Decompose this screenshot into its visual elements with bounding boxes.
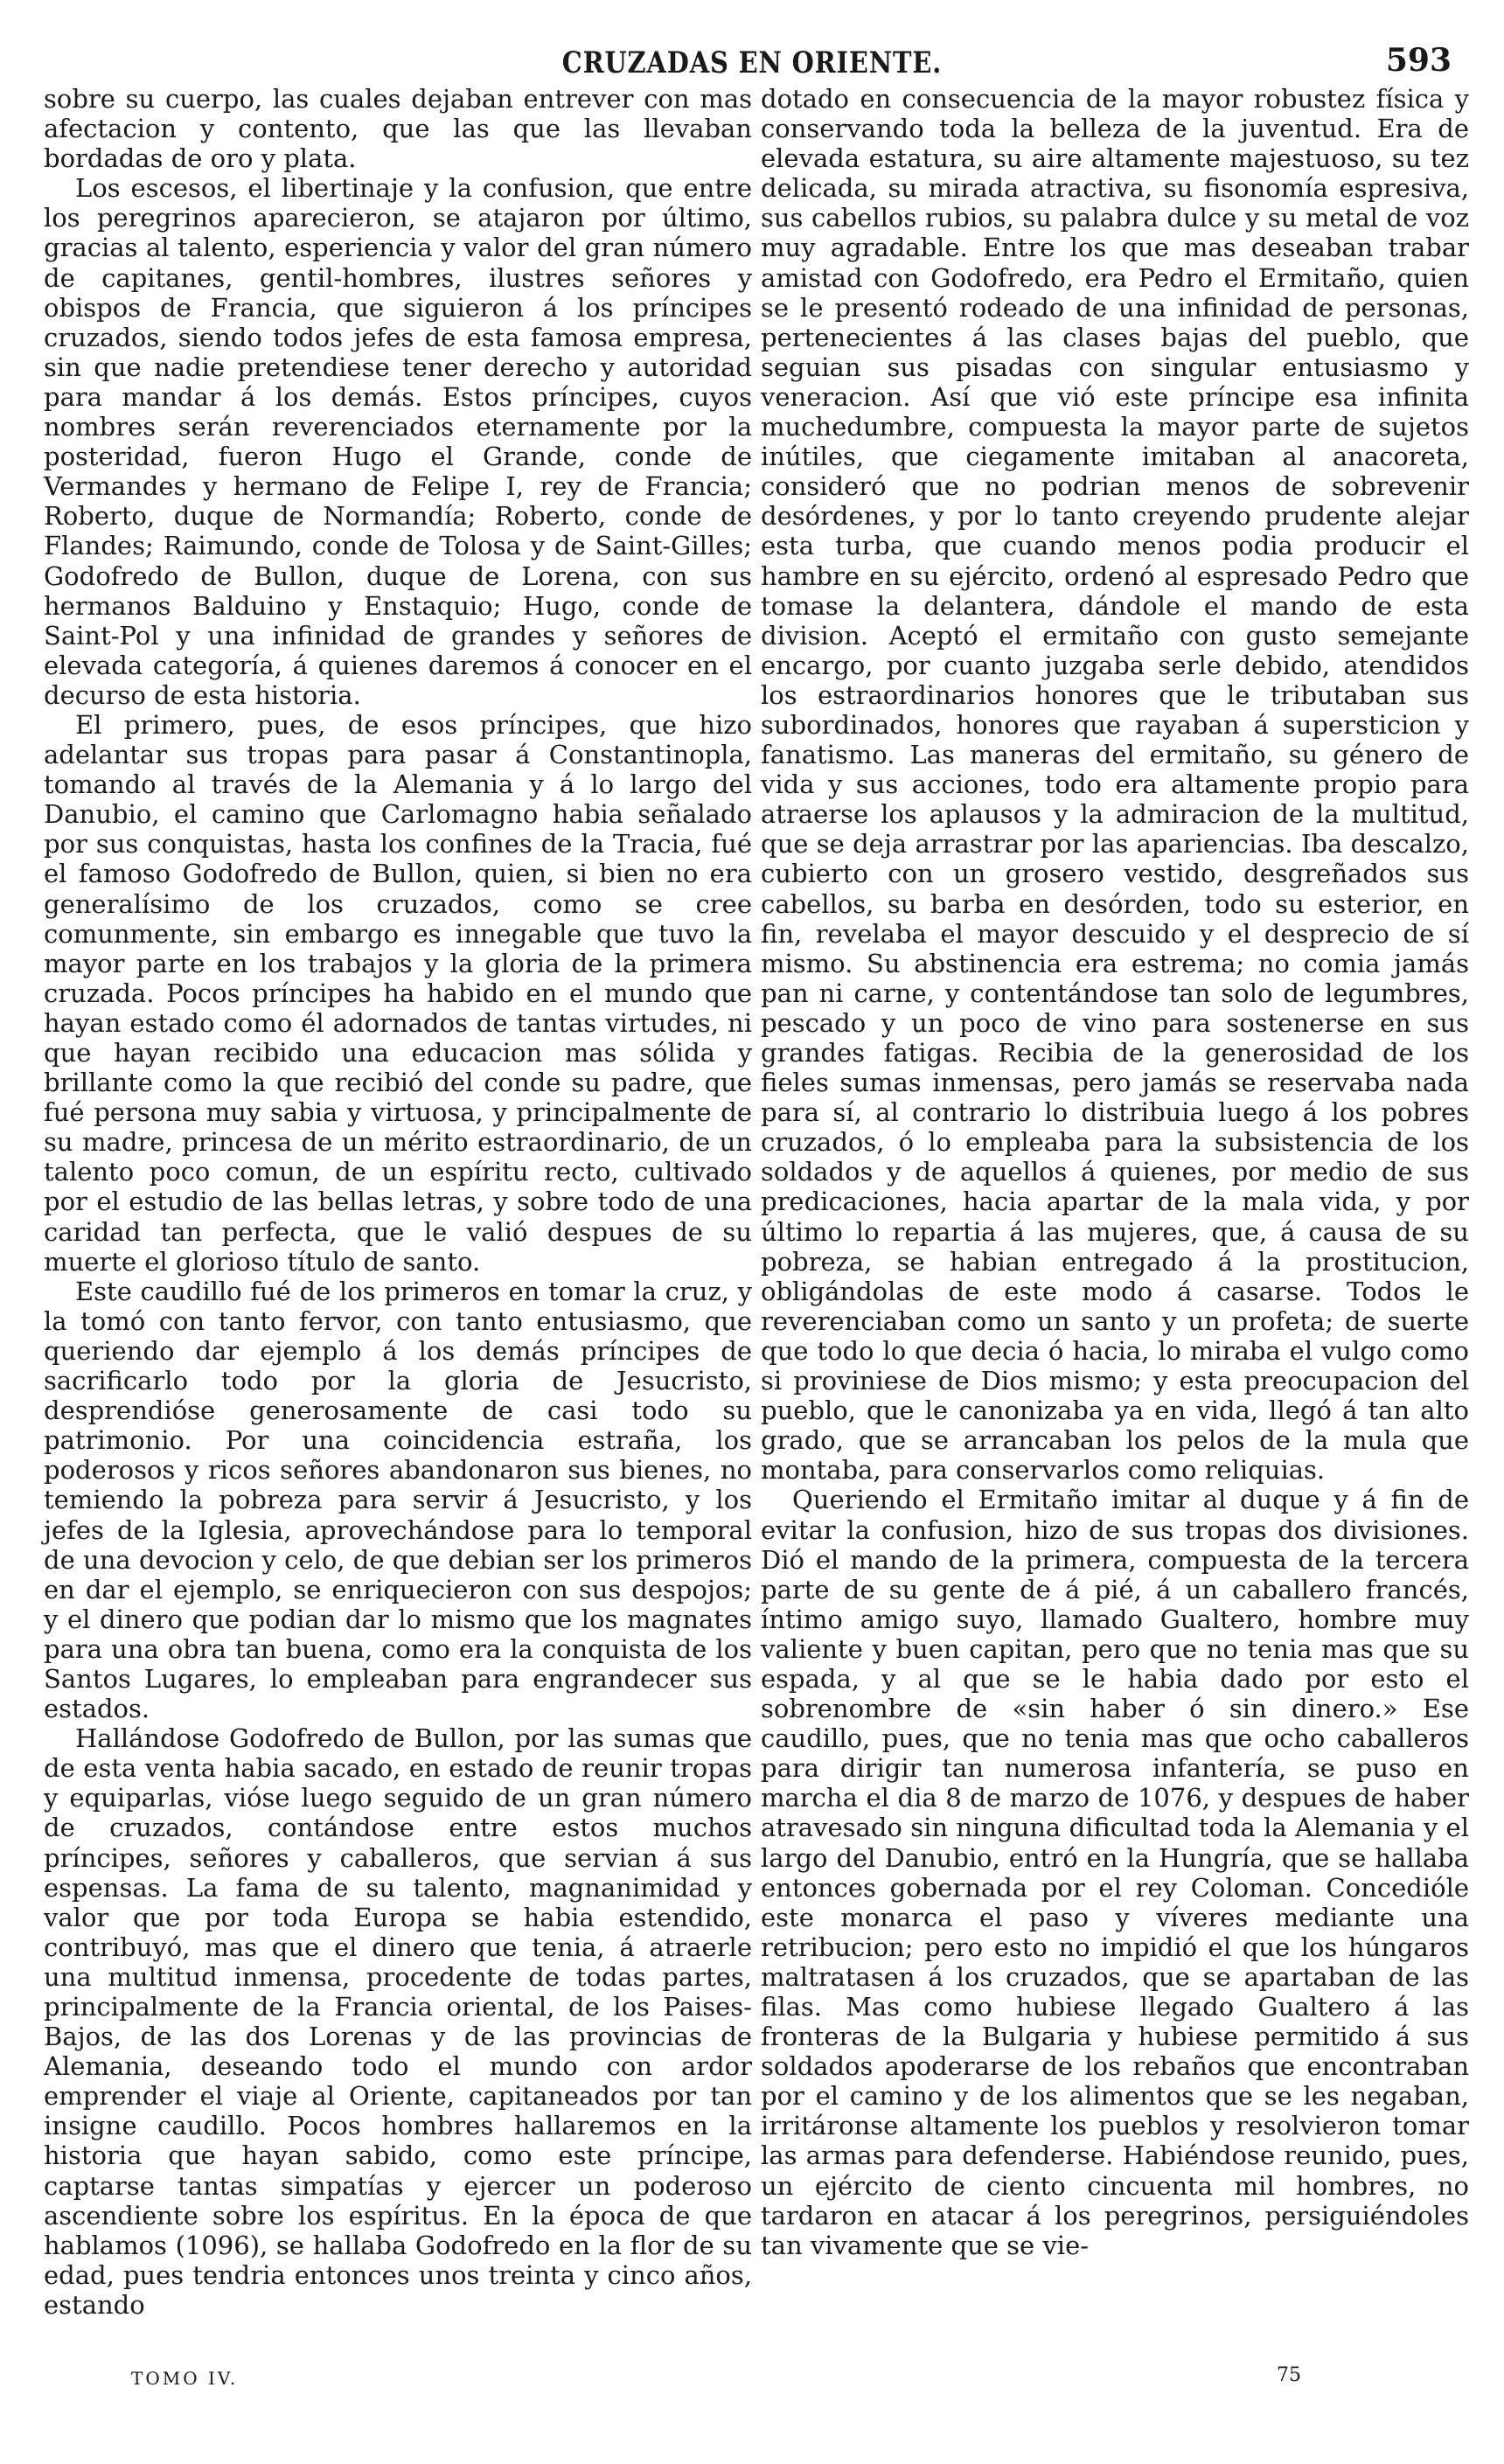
paragraph: Queriendo el Ermitaño imitar al duque y á fin de evitar la confusion, hizo de sus tropas dos divisiones. Dió el mando de la primera, compuesta de la tercera parte de su gente de á pié, á un caballero francés, íntimo amigo suyo, llamado Gualtero, hombre muy valiente y buen capitan, pero que no tenia mas que su espada, y al que se le habia dado por esto el sobrenombre de «sin haber ó sin dinero.» Ese caudillo, pues, que no tenia mas que ocho caballeros para dirigir tan numerosa infantería, se puso en marcha el dia 8 de marzo de 1076, y despues de haber atravesado sin ninguna dificultad toda la Alemania y el largo del Danubio, entró en la Hungría, que se hallaba entonces gobernada por el rey Coloman. Concedióle este monarca el paso y víveres mediante una retribucion; pero esto no impidió el que los húngaros maltratasen á los cruzados, que se apartaban de las filas. Mas como hubiese llegado Gualtero á las fronteras de la Bulgaria y hubiese permitido á sus soldados apoderarse de los rebaños que encontraban por el camino y de los alimentos que se les negaban, irritáronse altamente los pueblos y resolvieron tomar las armas para defenderse. Habiéndose reunido, pues, un ejército de ciento cincuenta mil hombres, no tardaron en atacar á los peregrinos, persiguiéndoles tan vivamente que se vie- (761, 1485, 1469, 2260)
signature-mark: 75 (1277, 2364, 1301, 2386)
paragraph: Los escesos, el libertinaje y la confusion, que entre los peregrinos aparecieron, se atajaron por último, gracias al talento, esperiencia y valor del gran número de capitanes, gentil-hombres, ilustres señores y obispos de Francia, que siguieron á los príncipes cruzados, siendo todos jefes de esta famosa empresa, sin que nadie pretendiese tener derecho y autoridad para mandar á los demás. Estos príncipes, cuyos nombres serán reverenciados eternamente por la posteridad, fueron Hugo el Grande, conde de Vermandes y hermano de Felipe I, rey de Francia; Roberto, duque de Normandía; Roberto, conde de Flandes; Raimundo, conde de Tolosa y de Saint-Gilles; Godofredo de Bullon, duque de Lorena, con sus hermanos Balduino y Enstaquio; Hugo, conde de Saint-Pol y una infinidad de grandes y señores de elevada categoría, á quienes daremos á conocer en el decurso de esta historia. (44, 173, 752, 710)
running-header-title: CRUZADAS EN ORIENTE. (561, 45, 943, 80)
paragraph: Hallándose Godofredo de Bullon, por las sumas que de esta venta habia sacado, en estado de reunir tropas y equiparlas, vióse luego seguido de un gran número de cruzados, contándose entre estos muchos príncipes, señores y caballeros, que servian á sus espensas. La fama de su talento, magnanimidad y valor que por toda Europa se habia estendido, contribuyó, mas que el dinero que tenia, á atraerle una multitud inmensa, procedente de todas partes, principalmente de la Francia oriental, de los Paises-Bajos, de las dos Lorenas y de las provincias de Alemania, deseando todo el mundo con ardor emprender el viaje al Oriente, capitaneados por tan insigne caudillo. Pocos hombres hallaremos en la historia que hayan sabido, como este príncipe, captarse tantas simpatías y ejercer un poderoso ascendiente sobre los espíritus. En la época de que hablamos (1096), se hallaba Godofredo en la flor de su edad, pues tendria entonces unos treinta y cinco años, estando (44, 1723, 752, 2320)
paragraph: El primero, pues, de esos príncipes, que hizo adelantar sus tropas para pasar á Constantinopla, tomando al través de la Alemania y á lo largo del Danubio, el camino que Carlomagno habia señalado por sus conquistas, hasta los confines de la Tracia, fué el famoso Godofredo de Bullon, quien, si bien no era generalísimo de los cruzados, como se cree comunmente, sin embargo es innegable que tuvo la mayor parte en los trabajos y la gloria de la primera cruzada. Pocos príncipes ha habido en el mundo que hayan estado como él adornados de tantas virtudes, ni que hayan recibido una educacion mas sólida y brillante como la que recibió del conde su padre, que fué persona muy sabia y virtuosa, y principalmente de su madre, princesa de un mérito estraordinario, de un talento poco comun, de un espíritu recto, cultivado por el estudio de las bellas letras, y sobre todo de una caridad tan perfecta, que le valió despues de su muerte el glorioso título de santo. (44, 709, 752, 1277)
right-column (761, 84, 1469, 2260)
page-number: 593 (1385, 42, 1452, 79)
paragraph: dotado en consecuencia de la mayor robustez física y conservando toda la belleza de la juventud. Era de elevada estatura, su aire altamente majestuoso, su tez delicada, su mirada atractiva, su fisonomía espresiva, sus cabellos rubios, su palabra dulce y su metal de voz muy agradable. Entre los que mas deseaban trabar amistad con Godofredo, era Pedro el Ermitaño, quien se le presentó rodeado de una infinidad de personas, pertenecientes á las clases bajas del pueblo, que seguian sus pisadas con singular entusiasmo y veneracion. Así que vió este príncipe esa infinita muchedumbre, compuesta la mayor parte de sujetos inútiles, que ciegamente imitaban al anacoreta, consideró que no podrian menos de sobrevenir desórdenes, y por lo tanto creyendo prudente alejar esta turba, que cuando menos podia producir el hambre en su ejército, ordenó al espresado Pedro que tomase la delantera, dándole el mando de esta division. Aceptó el ermitaño con gusto semejante encargo, por cuanto juzgaba serle debido, atendidos los estraordinarios honores que le tributaban sus subordinados, honores que rayaban á supersticion y fanatismo. Las maneras del ermitaño, su género de vida y sus acciones, todo era altamente propio para atraerse los aplausos y la admiracion de la multitud, que se deja arrastrar por las apariencias. Iba descalzo, cubierto con un grosero vestido, desgreñados sus cabellos, su barba en desórden, todo su esterior, en fin, revelaba el mayor descuido y el desprecio de sí mismo. Su abstinencia era estrema; no comia jamás pan ni carne, y contentándose tan solo de legumbres, pescado y un poco de vino para sostenerse en sus grandes fatigas. Recibia de la generosidad de los fieles sumas inmensas, pero jamás se reservaba nada para sí, al contrario lo distribuia luego á los pobres cruzados, ó lo empleaba para la subsistencia de los soldados y de aquellos á quienes, por medio de sus predicaciones, hacia apartar de la mala vida, y por último lo repartia á las mujeres, que, á causa de su pobreza, se habian entregado á la prostitucion, obligándolas de este modo á casarse. Todos le reverenciaban como un santo y un profeta; de suerte que todo lo que decia ó hacia, lo miraba el vulgo como si proviniese de Dios mismo; y esta preocupacion del pueblo, que le canonizaba ya en vida, llegó á tan alto grado, que se arrancaban los pelos de la mula que montaba, para conservarlos como reliquias. (761, 84, 1469, 1486)
paragraph: sobre su cuerpo, las cuales dejaban entrever con mas afectacion y contento, que las que las llevaban bordadas de oro y plata. (44, 84, 752, 174)
volume-label: TOMO IV. (131, 2368, 239, 2389)
paragraph: Este caudillo fué de los primeros en tomar la cruz, y la tomó con tanto fervor, con tanto entusiasmo, que queriendo dar ejemplo á los demás príncipes de sacrificarlo todo por la gloria de Jesucristo, desprendióse generosamente de casi todo su patrimonio. Por una coincidencia estraña, los poderosos y ricos señores abandonaron sus bienes, no temiendo la pobreza para servir á Jesucristo, y los jefes de la Iglesia, aprovechándose para lo temporal de una devocion y celo, de que debian ser los primeros en dar el ejemplo, se enriquecieron con sus despojos; y el dinero que podian dar lo mismo que los magnates para una obra tan buena, como era la conquista de los Santos Lugares, lo empleaban para engrandecer sus estados. (44, 1276, 752, 1724)
left-column (44, 84, 752, 2320)
